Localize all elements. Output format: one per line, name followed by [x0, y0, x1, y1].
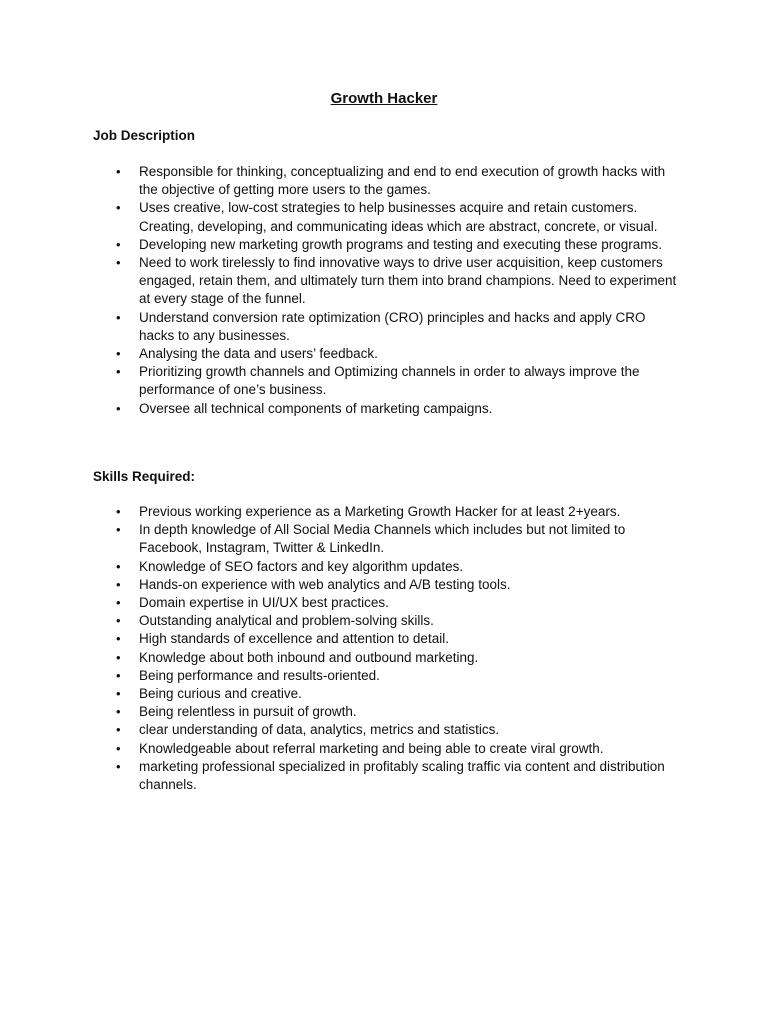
skill-item	[116, 649, 684, 667]
bullet-icon: •	[116, 649, 121, 665]
skill-item	[116, 667, 684, 685]
skill-item	[116, 503, 684, 521]
list-item-text: Prioritizing growth channels and Optimizing channels in order to always improve the performance of one’s business.	[139, 364, 640, 398]
list-item-text: Understand conversion rate optimization (CRO) principles and hacks and apply CRO hacks to any businesses.	[139, 309, 646, 343]
skill-item	[116, 703, 684, 721]
bullet-icon: •	[116, 686, 121, 702]
list-item-text: Knowledge of SEO factors and key algorithm updates.	[139, 558, 464, 574]
bullet-icon: •	[116, 704, 121, 720]
list-item-text: Oversee all technical components of marketing campaigns.	[139, 400, 493, 416]
bullet-icon: •	[116, 255, 121, 271]
skill-item	[116, 594, 684, 612]
bullet-icon: •	[116, 631, 121, 647]
bullet-icon: •	[116, 200, 121, 216]
list-item-text: Being curious and creative.	[139, 686, 302, 702]
bullet-icon: •	[116, 722, 121, 738]
job-description-item	[116, 199, 684, 235]
bullet-icon: •	[116, 758, 121, 774]
list-item-text: Responsible for thinking, conceptualizing and end to end execution of growth hacks with the objective of getting more users to the games.	[139, 164, 666, 198]
skill-item	[116, 758, 684, 794]
skill-item	[116, 721, 684, 739]
job-description-item	[116, 163, 684, 199]
skills-required-heading: Skills Required:	[93, 469, 196, 484]
skill-item	[116, 740, 684, 758]
bullet-icon: •	[116, 504, 121, 519]
list-item-text: Knowledgeable about referral marketing and being able to create viral growth.	[139, 740, 604, 756]
job-description-item	[116, 236, 684, 254]
list-item-text: Domain expertise in UI/UX best practices.	[139, 595, 389, 611]
bullet-icon: •	[116, 164, 121, 179]
list-item-text: Knowledge about both inbound and outbound marketing.	[139, 649, 479, 665]
skill-item	[116, 630, 684, 648]
job-description-list	[116, 163, 684, 418]
bullet-icon: •	[116, 364, 121, 380]
list-item-text: Developing new marketing growth programs and testing and executing these programs.	[139, 236, 663, 252]
bullet-icon: •	[116, 346, 121, 362]
list-item-text: Outstanding analytical and problem-solving skills.	[139, 613, 434, 629]
skill-item	[116, 576, 684, 594]
list-item-text: marketing professional specialized in profitably scaling traffic via content and distribution channels.	[139, 758, 665, 793]
bullet-icon: •	[116, 613, 121, 629]
bullet-icon: •	[116, 522, 121, 538]
list-item-text: High standards of excellence and attention to detail.	[139, 631, 449, 647]
bullet-icon: •	[116, 236, 121, 252]
job-description-item	[116, 345, 684, 363]
job-description-item	[116, 254, 684, 309]
job-description-item	[116, 363, 684, 399]
skills-required-list	[116, 503, 684, 794]
bullet-icon: •	[116, 309, 121, 325]
list-item-text: Being relentless in pursuit of growth.	[139, 704, 357, 720]
skill-item	[116, 685, 684, 703]
list-item-text: Analysing the data and users’ feedback.	[139, 346, 378, 362]
list-item-text: Need to work tirelessly to find innovative ways to drive user acquisition, keep customers engaged, retain them, and ultimately turn them into brand champions. Need to experiment at every stage of the funnel.	[139, 255, 677, 307]
skill-item	[116, 558, 684, 576]
skill-item	[116, 612, 684, 630]
bullet-icon: •	[116, 740, 121, 756]
job-description-item	[116, 309, 684, 345]
list-item-text: Uses creative, low-cost strategies to help businesses acquire and retain customers. Creating, developing, and communicating ideas which are abstract, concrete, or visual.	[139, 200, 658, 234]
list-item-text: In depth knowledge of All Social Media Channels which includes but not limited to Facebook, Instagram, Twitter & LinkedIn.	[139, 522, 626, 556]
bullet-icon: •	[116, 558, 121, 574]
bullet-icon: •	[116, 400, 121, 416]
job-description-item	[116, 400, 684, 418]
bullet-icon: •	[116, 576, 121, 592]
bullet-icon: •	[116, 667, 121, 683]
job-description-heading: Job Description	[93, 128, 196, 143]
list-item-text: clear understanding of data, analytics, metrics and statistics.	[139, 722, 500, 738]
bullet-icon: •	[116, 595, 121, 611]
list-item-text: Being performance and results-oriented.	[139, 667, 380, 683]
page-title: Growth Hacker	[330, 90, 438, 107]
skill-item	[116, 521, 684, 557]
list-item-text: Hands-on experience with web analytics and A/B testing tools.	[139, 576, 511, 592]
list-item-text: Previous working experience as a Marketing Growth Hacker for at least 2+years.	[139, 504, 621, 519]
